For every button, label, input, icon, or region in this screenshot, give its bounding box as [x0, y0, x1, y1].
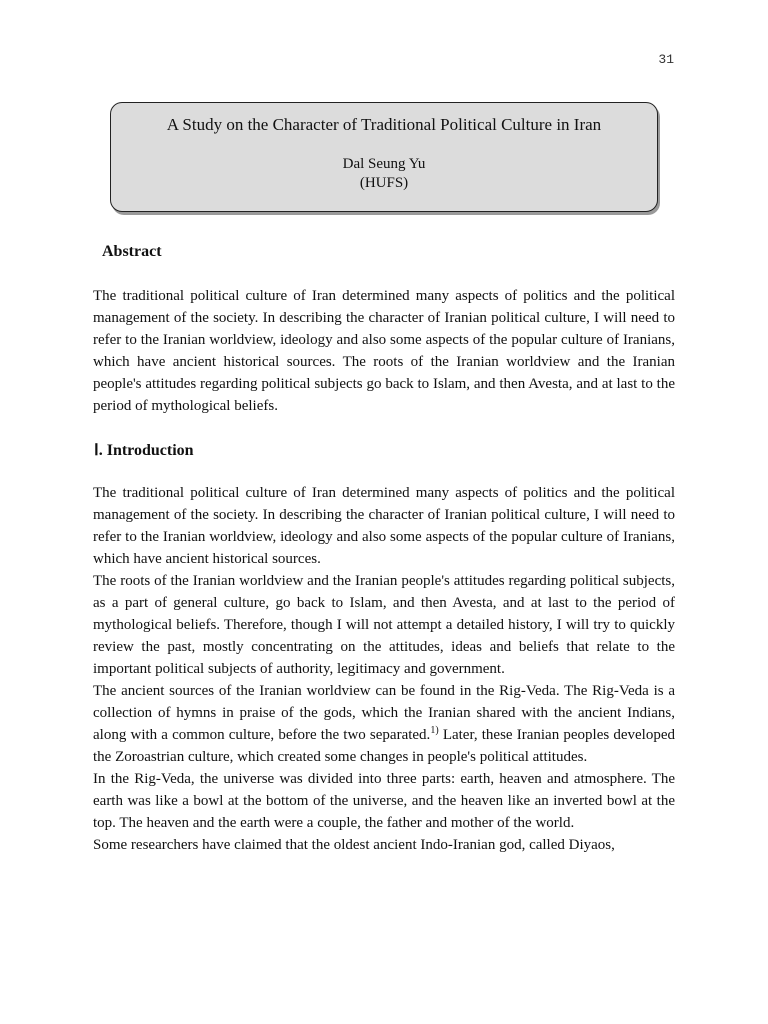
abstract-paragraph: The traditional political culture of Iran determined many aspects of politics and the political management of the society. In describing the character of Iranian political culture, I will need to refer to the Iranian worldview, ideology and also some aspects of the popular culture of Iranians, which have ancient historical sources. The roots of the Iranian worldview and the Iranian people's attitudes regarding political subjects go back to Islam, and then Avesta, and at last to the period of mythological beliefs. [93, 288, 675, 414]
paper-title: A Study on the Character of Traditional Political Culture in Iran [166, 115, 602, 134]
intro-paragraph-2: The roots of the Iranian worldview and the Iranian people's attitudes regarding political subjects, as a part of general culture, go back to Islam, and then Avesta, and at last to the period of mythological beliefs. Therefore, though I will not attempt a detailed history, I will try to quickly review the past, mostly concentrating on the attitudes, ideas and beliefs that relate to the important political subjects of authority, legitimacy and government. [93, 573, 675, 677]
page-number: 31 [658, 52, 674, 67]
footnote-marker[interactable]: 1) [430, 725, 439, 736]
intro-paragraph-3 [93, 680, 675, 768]
author-name: Dal Seung Yu [342, 156, 426, 172]
intro-paragraph-3-continuation: Later, these Iranian peoples developed the Zoroastrian culture, which created some changes in people's political attitudes. [93, 727, 675, 765]
intro-paragraph-5: Some researchers have claimed that the oldest ancient Indo-Iranian god, called Diyaos, [93, 837, 615, 853]
author-affiliation: (HUFS) [359, 175, 409, 191]
introduction-body [93, 482, 675, 856]
abstract-body [93, 285, 675, 417]
intro-paragraph-1: The traditional political culture of Iran determined many aspects of politics and the political management of the society. In describing the character of Iranian political culture, I will need to refer to the Iranian worldview, ideology and also some aspects of the popular culture of Iranians, which have ancient historical sources. [93, 485, 675, 567]
intro-paragraph-3-text: The ancient sources of the Iranian worldview can be found in the Rig-Veda. The Rig-Veda is a collection of hymns in praise of the gods, which the Iranian shared with the ancient Indians, along with a common culture, before the two separated. [93, 683, 675, 743]
introduction-heading: Ⅰ. Introduction [94, 442, 194, 459]
title-box [110, 102, 658, 212]
abstract-heading: Abstract [102, 243, 162, 260]
intro-paragraph-4: In the Rig-Veda, the universe was divided into three parts: earth, heaven and atmosphere. The earth was like a bowl at the bottom of the universe, and the heaven like an inverted bowl at the top. The heaven and the earth were a couple, the father and mother of the world. [93, 771, 675, 831]
